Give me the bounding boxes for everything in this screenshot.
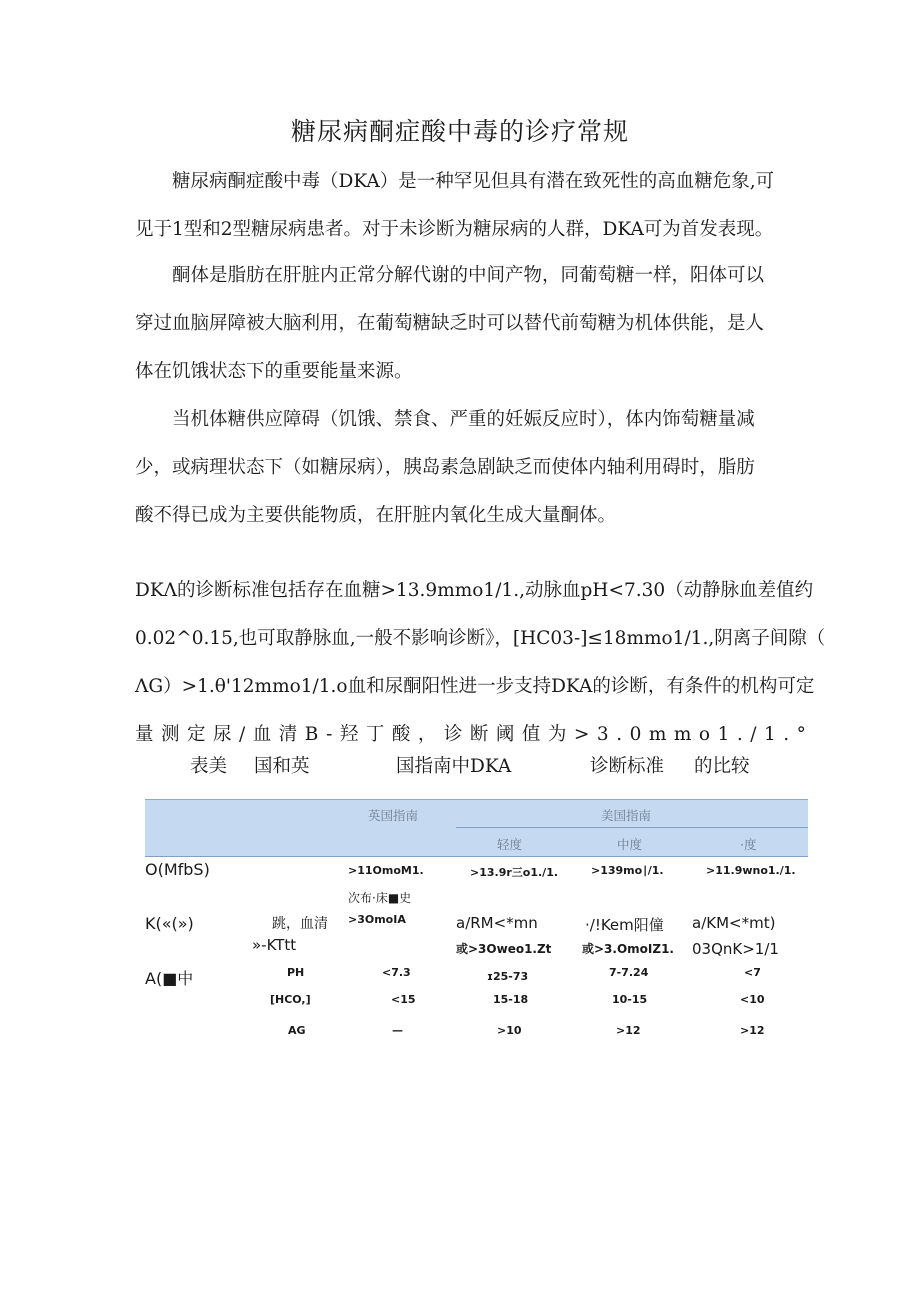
cell-mild-ketone-1: a∕RM<*mn <box>456 914 538 932</box>
text-line: 体在饥饿状态下的重要能量来源。 <box>135 361 413 382</box>
cell-mild-ph: ɪ25-73 <box>487 970 529 983</box>
cell-mild-glucose: >13.9r三o1./1. <box>470 866 559 879</box>
row-label-glucose: O(MfbS) <box>145 860 210 879</box>
table-caption-part: 表美 <box>190 756 228 777</box>
text-line: 量测定尿/血清B-羟丁酸，诊断阈值为>3.0mmo1./1.° <box>135 724 814 745</box>
header-bottom-rule <box>145 856 808 857</box>
cell-moderate-ketone-1: ·/!Kem阳僮 <box>585 916 664 934</box>
row-label-ketone: K(«(») <box>145 914 194 933</box>
cell-moderate-ketone-2: 或>3.OmoIZ1. <box>582 942 674 956</box>
cell-severe-bicarbonate: <10 <box>740 993 765 1006</box>
row-label-ph: PH <box>287 966 305 979</box>
paragraph-criteria <box>135 567 825 759</box>
paragraph-mechanism <box>135 396 825 540</box>
paragraph-ketone <box>135 252 825 396</box>
text-line: 少，或病理状态下（如糖尿病），胰岛素急剧缺乏而使体内轴利用碍时，脂肪 <box>135 457 755 478</box>
text-line: 酸不得已成为主要供能物质，在肝脏内氧化生成大量酮体。 <box>135 505 617 526</box>
paragraph-intro <box>135 158 825 254</box>
row-label-acidosis: A(■中 <box>145 969 194 988</box>
text-line: 穿过血脑屏障被大脑利用，在葡萄糖缺乏时可以替代前萄糖为机体供能，是人 <box>135 313 765 334</box>
cell-uk-bicarbonate: <15 <box>391 993 416 1006</box>
cell-uk-glucose: >11OmoM1. <box>348 864 424 877</box>
text-line: 见于1型和2型糖尿病患者。对于未诊断为糖尿病的人群，DKA可为首发表现。 <box>135 219 774 240</box>
row-label-bicarbonate: [HCO,] <box>270 993 311 1006</box>
cell-severe-ketone-1: a∕KM<*mt) <box>692 914 776 932</box>
cell-severe-ph: <7 <box>744 966 761 979</box>
cell-uk-anion-gap: — <box>392 1024 403 1037</box>
table-caption-part: 国和英 <box>254 756 310 777</box>
table-caption-part: 国指南中DKA <box>396 756 512 777</box>
header-severe: ·度 <box>740 837 757 852</box>
cell-severe-glucose: >11.9wno1./1. <box>706 864 796 877</box>
cell-mild-ketone-2: 或>3Oweo1.Zt <box>456 942 552 956</box>
cell-moderate-bicarbonate: 10-15 <box>612 993 648 1006</box>
cell-uk-ketone-1: 次布·床■史 <box>348 891 412 905</box>
cell-severe-anion-gap: >12 <box>740 1024 765 1037</box>
cell-ketone-sub-1: 跳，血清 <box>272 916 328 932</box>
table-header <box>145 799 808 857</box>
row-label-anion-gap: AG <box>288 1024 306 1037</box>
cell-moderate-anion-gap: >12 <box>616 1024 641 1037</box>
cell-ketone-sub-2: »-KTtt <box>252 936 297 954</box>
header-divider <box>456 827 808 828</box>
text-line: 0.02^0.15,也可取静脉血,一般不影响诊断》，[HC03-]≤18mmo1∕1.,阴离子间隙（ <box>135 628 826 649</box>
header-us-guideline: 美国指南 <box>601 808 652 823</box>
table-caption-part: 诊断标准 <box>590 756 665 777</box>
text-line: 糖尿病酮症酸中毒（DKA）是一种罕见但具有潜在致死性的高血糖危象,可 <box>172 171 775 192</box>
text-line: 酮体是脂肪在肝脏内正常分解代谢的中间产物，同葡萄糖一样，阳体可以 <box>172 265 765 286</box>
header-uk-guideline: 英国指南 <box>368 808 419 823</box>
cell-moderate-ph: 7-7.24 <box>609 966 649 979</box>
cell-uk-ph: <7.3 <box>382 966 411 979</box>
header-moderate: 中度 <box>617 837 643 852</box>
header-mild: 轻度 <box>497 837 523 852</box>
text-line: 当机体糖供应障碍（饥饿、禁食、严重的妊娠反应时），体内饰萄糖量减 <box>172 409 755 430</box>
cell-mild-anion-gap: >10 <box>497 1024 522 1037</box>
table-caption-part: 的比较 <box>694 756 750 777</box>
cell-severe-ketone-2: 03QnK>1/1 <box>692 940 779 958</box>
document-title: 糖尿病酮症酸中毒的诊疗常规 <box>290 117 629 146</box>
text-line: DKΛ的诊断标准包括存在血糖>13.9mmo1∕1.,动脉血pH<7.30（动静脉血差值约 <box>135 580 814 601</box>
cell-mild-bicarbonate: 15-18 <box>493 993 529 1006</box>
text-line: ΛG）>1.θ'12mmo1∕1.o血和尿酮阳性进一步支持DKA的诊断，有条件的机构可定 <box>135 676 815 697</box>
cell-moderate-glucose: >139mo∣/1. <box>591 864 664 877</box>
cell-uk-ketone-2: >3OmoIA <box>348 913 406 926</box>
